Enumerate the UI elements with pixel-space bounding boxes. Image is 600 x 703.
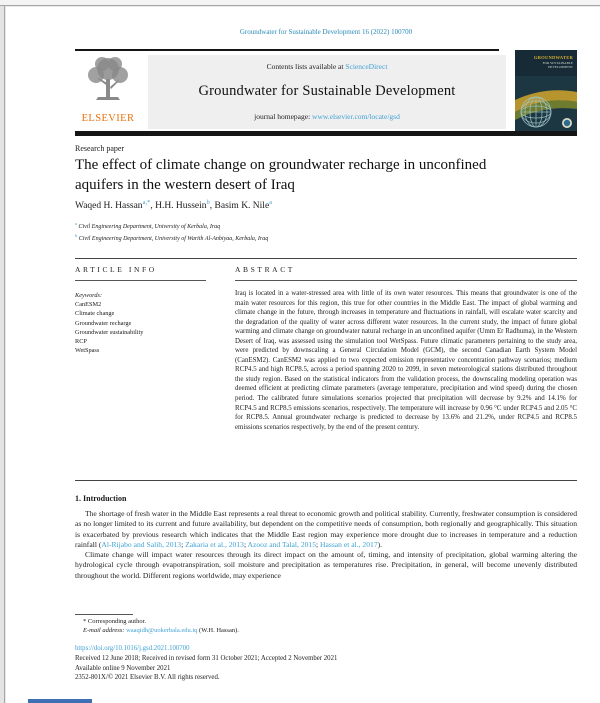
homepage-line	[254, 112, 400, 121]
elsevier-wordmark: ELSEVIER	[81, 113, 135, 124]
running-head-citation: Groundwater for Sustainable Development 16 (2022) 100700	[239, 28, 413, 36]
page-background-top	[0, 0, 600, 6]
email-label: E-mail address:	[83, 627, 125, 634]
page-background-left	[0, 6, 5, 703]
introduction-body	[75, 509, 577, 581]
author-affiliation-mark[interactable]: a	[269, 199, 273, 206]
journal-cover-thumbnail[interactable]	[515, 50, 577, 133]
abstract-text: Iraq is located in a water-stressed area with little of its own water resources. This means that groundwater is one of the main water resources for this region, this true for other countries in the Middle East. The impact of global warming and climate change in the future, through increases in temperature and fluctuations in rainfall, will escalate water scarcity and the degradation of the quality of water across different water resources. In the current study, the impact of future global warming and climate change on groundwater natural recharge in an unconfined aquifer (Umm Er Radhuma), in the Western Desert of Iraq, was assessed using the simulation tool WetSpass. Future climatic parameters pertaining to the study area, were predicted by downscaling a General Circulation Model (GCM), the second Canadian Earth System Model (CanESM2). CanESM2 was applied to two expected emission representative concentration pathway scenarios; medium RCP4.5 and high RCP8.5, across a period spanning 2020 to 2099, in seven meteorological stations distributed throughout the study region. Based on the statistical indicators from the validation process, the downscaling modeling operation was deemed efficient at predicting climate parameters (average temperature, precipitation and wind speed) during the chosen period. The calibrated future simulations scenarios projected that precipitation will decrease by 9.2% and 14.1% for RCP4.5 and RCP8.5 emissions scenarios, respectively. The temperature will increase by 0.96 °C under RCP4.5 and 2.05 °C for RCP8.5. Annual groundwater recharge is predicted to decrease by 13.6% and 21.2%, under RCP4.5 and RCP8.5 emissions scenarios respectively, by the end of the present century.	[235, 290, 577, 431]
author-list	[75, 199, 272, 211]
section-heading-introduction: 1. Introduction	[75, 494, 127, 503]
keyword: Groundwater recharge	[75, 319, 132, 327]
next-page-edge	[28, 699, 92, 703]
intro-paragraph-1: The shortage of fresh water in the Middle East represents a real threat to economic growth and political stability. Currently, freshwater consumption is considered as no longer limited to its current and future availability, but dependent on the competitive needs of consumption, both regionally and geographically. This situation is exacerbated by previous research which indicates that the Middle East region may experience more drought due to increases in temperature and a reduction rainfall (Al-Rijabo and Salih, 2013; Zakaria et al., 2013; Azooz and Talal, 2015; Hassan et al., 2017).	[75, 509, 577, 549]
cover-title: GROUNDWATER FOR SUSTAINABLE DEVELOPMENT	[533, 55, 573, 70]
journal-title: Groundwater for Sustainable Development	[198, 83, 456, 99]
info-block-top-rule	[75, 258, 577, 259]
keywords-label: Keywords:	[75, 292, 103, 299]
author: , Basim K. Nile$^a$	[209, 199, 273, 212]
keyword: Groundwater sustainability	[75, 328, 144, 336]
keyword: WetSpass	[75, 347, 100, 355]
masthead-top-rule	[75, 49, 499, 51]
author-affiliation-mark[interactable]: a,*	[142, 199, 151, 206]
citation-link[interactable]: Azooz and Talal, 2015	[247, 539, 317, 549]
intro-paragraph-2: Climate change will impact water resources through its direct impact on the amount of, timing, and intensity of precipitation, global warming altering the hydrological cycle through evapotranspiration, soil moisture and precipitation as temperatures rise. Precipitation, in general, will become unevenly distributed throughout the world. Different regions worldwide, may experience	[75, 550, 577, 580]
received-dates: Received 12 June 2018; Received in revised form 31 October 2021; Accepted 2 November 2021	[75, 655, 338, 662]
corresponding-author-note: * Corresponding author.	[83, 618, 147, 625]
citation-link[interactable]: Al-Rijabo and Salih, 2013	[101, 539, 182, 549]
email-suffix: (W.H. Hassan).	[197, 627, 239, 634]
email-line	[83, 627, 239, 634]
citation-link[interactable]: Hassan et al., 2017	[320, 539, 378, 549]
abstract-heading: ABSTRACT	[235, 265, 295, 274]
sciencedirect-link[interactable]: ScienceDirect	[345, 62, 388, 71]
available-online: Available online 9 November 2021	[75, 665, 171, 672]
author: Waqed H. Hassan$^{a,*}$	[75, 199, 151, 212]
keyword: CanESM2	[75, 301, 102, 309]
contents-prefix: Contents lists available at	[266, 62, 346, 71]
issn-copyright: 2352-801X/© 2021 Elsevier B.V. All rights reserved.	[75, 674, 220, 681]
article-title: The effect of climate change on groundwater recharge in unconfined aquifers in the western desert of Iraq	[75, 157, 487, 193]
doi-link[interactable]: https://doi.org/10.1016/j.gsd.2021.100700	[75, 645, 190, 652]
keyword: Climate change	[75, 310, 115, 318]
keywords-block	[75, 291, 225, 355]
article-info-heading: ARTICLE INFO	[75, 265, 157, 274]
article-type-label: Research paper	[75, 144, 125, 153]
homepage-prefix: journal homepage:	[254, 112, 313, 121]
abstract-underline	[235, 280, 577, 281]
keyword: RCP	[75, 338, 87, 346]
journal-homepage-link[interactable]: www.elsevier.com/locate/gsd	[312, 112, 400, 121]
paper-page	[6, 7, 600, 703]
author: , H.H. Hussein$^b$	[150, 199, 210, 212]
citation-link[interactable]: Zakaria et al., 2013	[185, 539, 244, 549]
email-link[interactable]: waaqidh@uokerbala.edu.iq	[126, 627, 198, 634]
article-info-underline	[75, 280, 206, 281]
abstract-bottom-rule	[75, 480, 577, 481]
contents-line	[267, 62, 388, 71]
affiliation: $^b$ Civil Engineering Department, University of Warith Al-Anbiyaa, Kerbala, Iraq	[75, 232, 269, 242]
masthead-bottom-rule	[75, 131, 577, 136]
elsevier-tree-icon	[80, 53, 136, 109]
affiliations	[75, 220, 268, 243]
journal-masthead	[148, 55, 506, 129]
author-affiliation-mark[interactable]: b	[206, 199, 210, 206]
footnote-rule	[75, 614, 133, 615]
affiliation: $^a$ Civil Engineering Department, University of Kerbala, Iraq	[75, 221, 221, 230]
elsevier-logo	[75, 53, 141, 129]
